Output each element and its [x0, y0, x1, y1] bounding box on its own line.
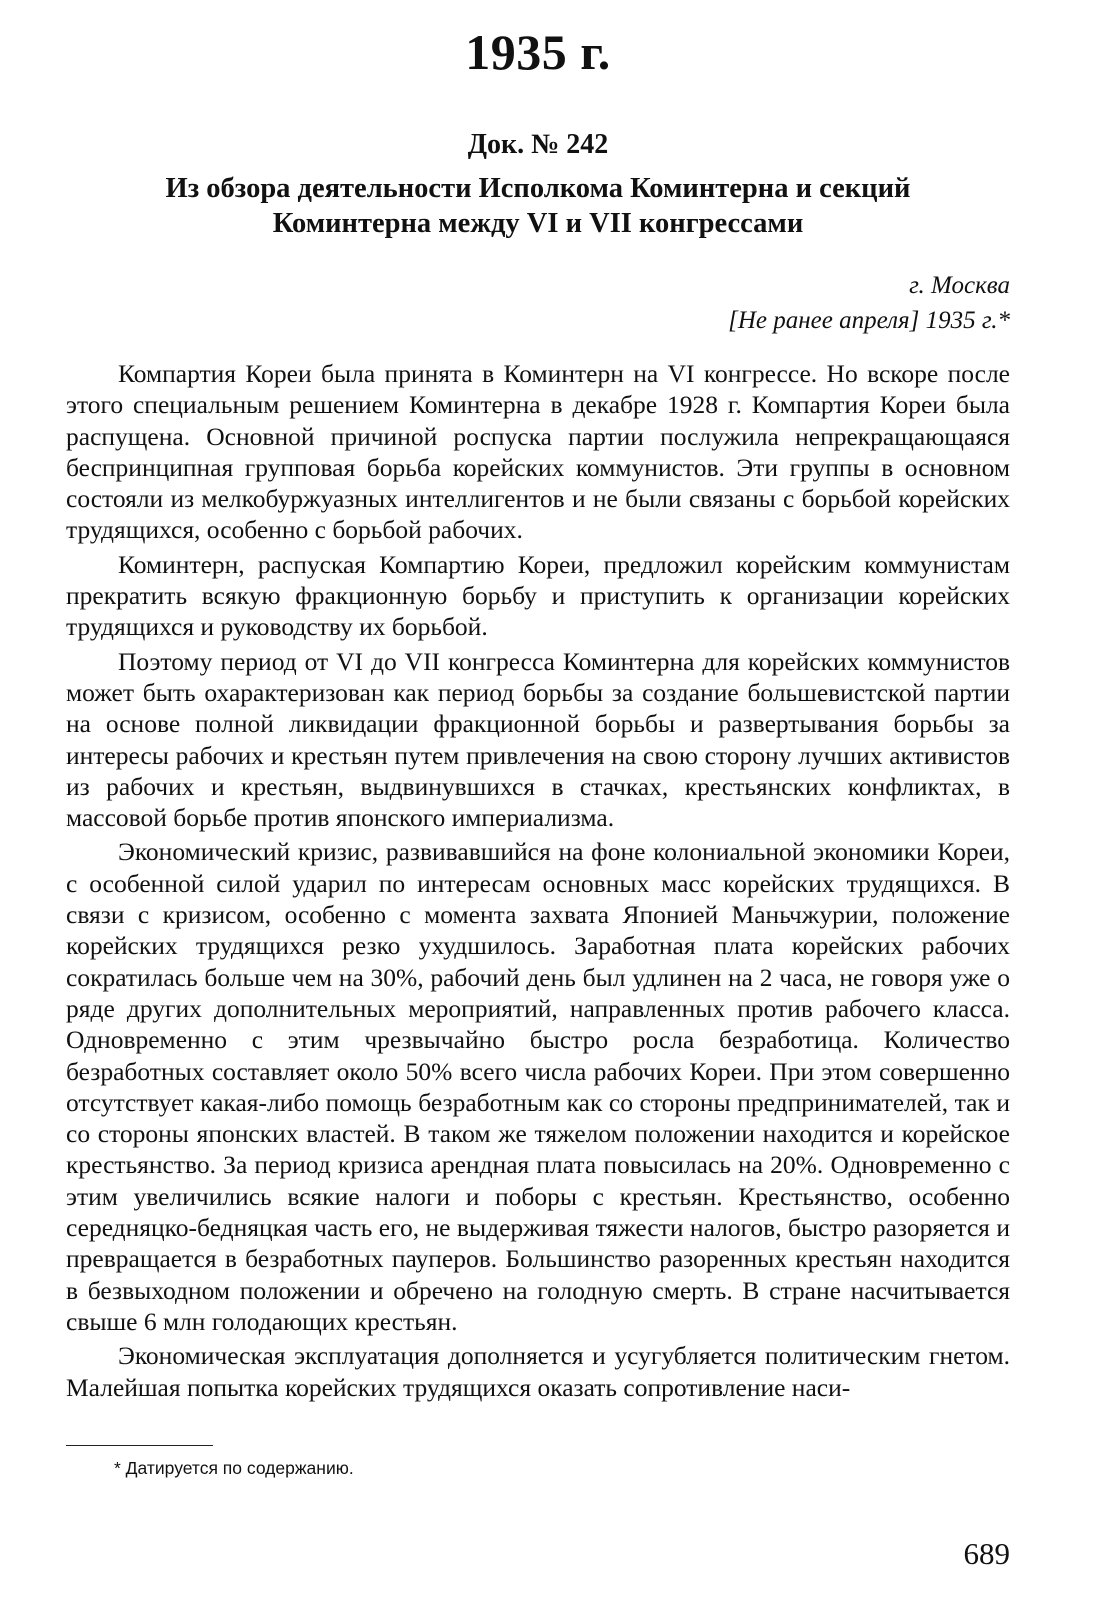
paragraph: Экономический кризис, развивавшийся на фоне колониальной экономики Кореи, с особенной силой ударил по интересам основных масс корейских трудящихся. В связи с кризисом, особенно с момента захвата Японией Маньчжурии, положение корейских трудящихся резко ухудшилось. Заработная плата корейских рабочих сократилась больше чем на 30%, рабочий день был удлинен на 2 часа, не говоря уже о ряде других дополнительных мероприятий, направленных против рабочего класса. Одновременно с этим чрезвычайно быстро росла безработица. Количество безработных составляет около 50% всего числа рабочих Кореи. При этом совершенно отсутствует какая-либо помощь безработным как со стороны предпринимателей, так и со стороны японских властей. В таком же тяжелом положении находится и корейское крестьянство. За период кризиса арендная плата повысилась на 20%. Одновременно с этим увеличились всякие налоги и поборы с крестьян. Крестьянство, особенно середняцко-бедняцкая часть его, не выдерживая тяжести налогов, быстро разоряется и превращается в безработных пауперов. Большинство разоренных крестьян находится в безвыходном положении и обречено на голодную смерть. В стране насчитывается свыше 6 млн голодающих крестьян.: [66, 837, 1010, 1336]
document-title-line: Из обзора деятельности Исполкома Коминтерна и секций: [165, 173, 911, 204]
paragraph: Компартия Кореи была принята в Коминтерн на VI конгрессе. Но вскоре после этого специальным решением Коминтерна в декабре 1928 г. Компартия Кореи была распущена. Основной причиной роспуска партии послужила непрекращающаяся беспринципная групповая борьба корейских коммунистов. Эти группы в основном состояли из мелкобуржуазных интеллигентов и не были связаны с борьбой корейских трудящихся, особенно с борьбой рабочих.: [66, 359, 1010, 545]
year-heading: 1935 г.: [465, 24, 611, 80]
paragraph: Коминтерн, распуская Компартию Кореи, предложил корейским коммунистам прекратить всякую фракционную борьбу и приступить к организации корейских трудящихся и руководству их борьбой.: [66, 549, 1010, 642]
document-title: [66, 171, 1010, 241]
document-date: [Не ранее апреля] 1935 г.*: [728, 307, 1010, 334]
footnote: * Датируется по содержанию.: [114, 1458, 354, 1478]
place-date-block: [728, 268, 1010, 338]
paragraph: Поэтому период от VI до VII конгресса Коминтерна для корейских коммунистов может быть охарактеризован как период борьбы за создание большевистской партии на основе полной ликвидации фракционной борьбы и развертывания борьбы за интересы рабочих и крестьян путем привлечения на свою сторону лучших активистов из рабочих и крестьян, выдвинувшихся в стачках, крестьянских конфликтах, в массовой борьбе против японского империализма.: [66, 646, 1010, 833]
page-number: 689: [963, 1536, 1010, 1571]
document-place: г. Москва: [909, 272, 1010, 299]
footnote-divider: [66, 1445, 213, 1446]
document-number: Док. № 242: [467, 129, 609, 160]
body-text: [66, 358, 1010, 1406]
document-page: [66, 0, 1010, 1600]
document-title-line: Коминтерна между VI и VII конгрессами: [272, 208, 804, 239]
paragraph: Экономическая эксплуатация дополняется и усугубляется политическим гнетом. Малейшая попытка корейских трудящихся оказать сопротивление наси-: [66, 1341, 1010, 1402]
